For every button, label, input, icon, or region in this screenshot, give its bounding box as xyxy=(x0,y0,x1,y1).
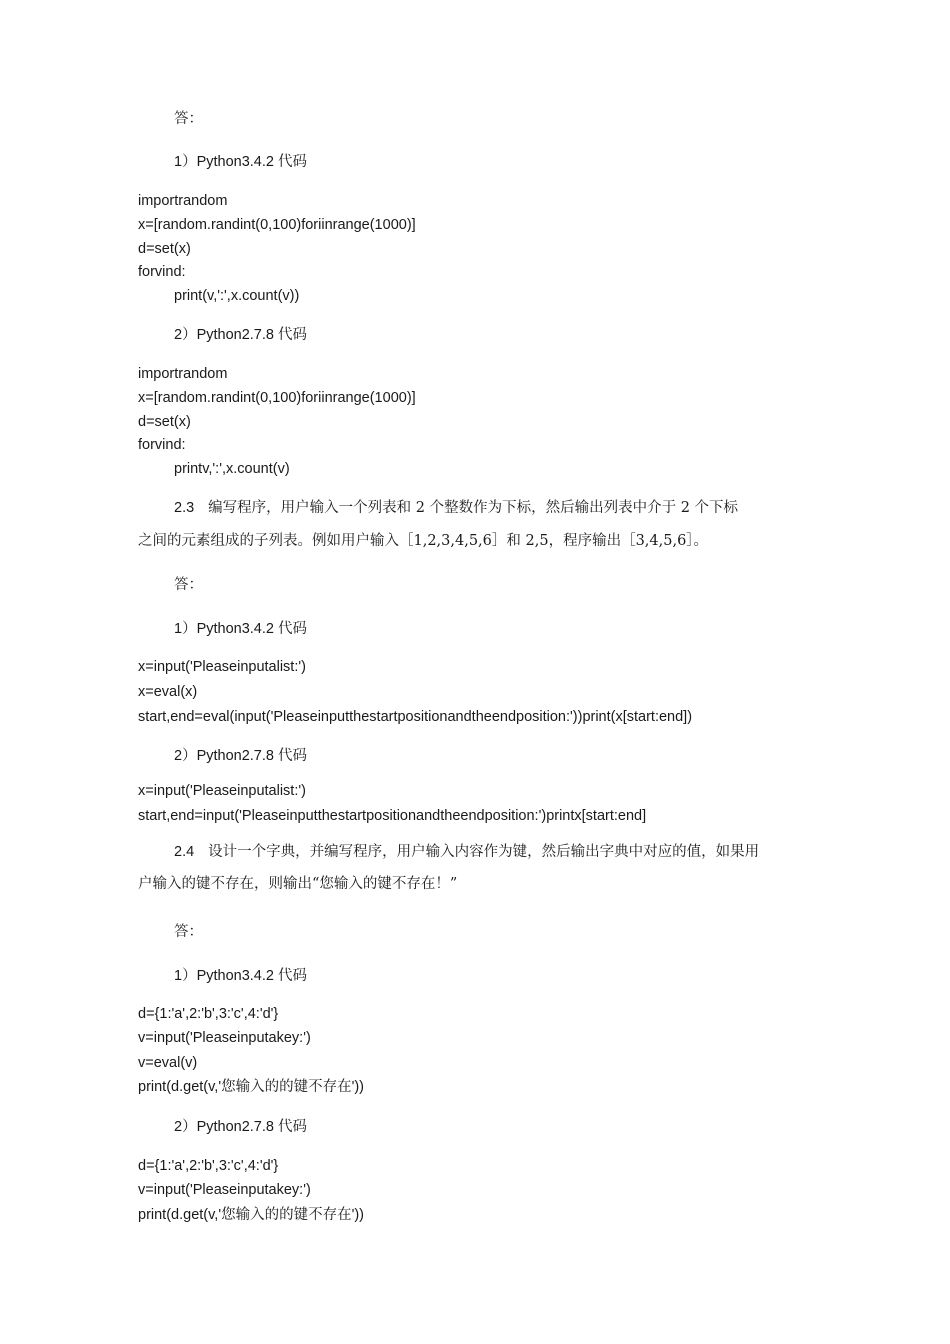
code-line: x=input('Pleaseinputalist:') xyxy=(138,783,306,799)
answer-label: 答： xyxy=(174,111,203,127)
py2-heading: 2）Python2.7.8 代码 xyxy=(174,1119,307,1135)
question-2-3-line-2: 之间的元素组成的子列表。例如用户输入［1,2,3,4,5,6］和 2,5，程序输出［3,4,5,6］。 xyxy=(138,533,709,549)
py2-heading: 2）Python2.7.8 代码 xyxy=(174,748,307,764)
question-number: 2.4 xyxy=(174,844,195,860)
code-line: importrandom xyxy=(138,193,228,209)
code-line: d={1:'a',2:'b',3:'c',4:'d'} xyxy=(138,1006,279,1022)
py3-heading: 1）Python3.4.2 代码 xyxy=(174,968,307,984)
code-line: d={1:'a',2:'b',3:'c',4:'d'} xyxy=(138,1158,279,1174)
code-line: forvind: xyxy=(138,264,186,280)
question-2-4-line-1 xyxy=(174,843,759,861)
py3-heading: 1）Python3.4.2 代码 xyxy=(174,154,307,170)
code-line: d=set(x) xyxy=(138,414,191,430)
code-line: print(d.get(v,'您输入的的键不存在')) xyxy=(138,1207,365,1223)
code-line: print(v,':',x.count(v)) xyxy=(174,288,300,304)
question-2-3-line-1 xyxy=(174,499,738,517)
question-text: 设计一个字典，并编写程序，用户输入内容作为键，然后输出字典中对应的值，如果用 xyxy=(208,844,760,860)
code-line: printv,':',x.count(v) xyxy=(174,461,290,477)
code-line: start,end=input('Pleaseinputthestartpositionandtheendposition:')printx[start:end] xyxy=(138,808,647,824)
question-number: 2.3 xyxy=(174,500,195,516)
code-line: x=eval(x) xyxy=(138,684,198,700)
py2-heading: 2）Python2.7.8 代码 xyxy=(174,327,307,343)
code-line: x=[random.randint(0,100)foriinrange(1000)] xyxy=(138,217,416,233)
answer-label: 答： xyxy=(174,924,203,940)
code-line: start,end=eval(input('Pleaseinputthestartpositionandtheendposition:'))print(x[start:end]) xyxy=(138,709,693,725)
question-text: 编写程序，用户输入一个列表和 2 个整数作为下标，然后输出列表中介于 2 个下标 xyxy=(208,500,739,516)
question-2-4-line-2: 户输入的键不存在，则输出“您输入的键不存在！” xyxy=(138,876,458,892)
code-line: forvind: xyxy=(138,437,186,453)
answer-label: 答： xyxy=(174,577,203,593)
code-line: x=[random.randint(0,100)foriinrange(1000)] xyxy=(138,390,416,406)
code-line: v=input('Pleaseinputakey:') xyxy=(138,1030,311,1046)
code-line: v=eval(v) xyxy=(138,1055,198,1071)
code-line: importrandom xyxy=(138,366,228,382)
code-line: d=set(x) xyxy=(138,241,191,257)
code-line: print(d.get(v,'您输入的的键不存在')) xyxy=(138,1079,365,1095)
code-line: x=input('Pleaseinputalist:') xyxy=(138,659,306,675)
code-line: v=input('Pleaseinputakey:') xyxy=(138,1182,311,1198)
py3-heading: 1）Python3.4.2 代码 xyxy=(174,621,307,637)
